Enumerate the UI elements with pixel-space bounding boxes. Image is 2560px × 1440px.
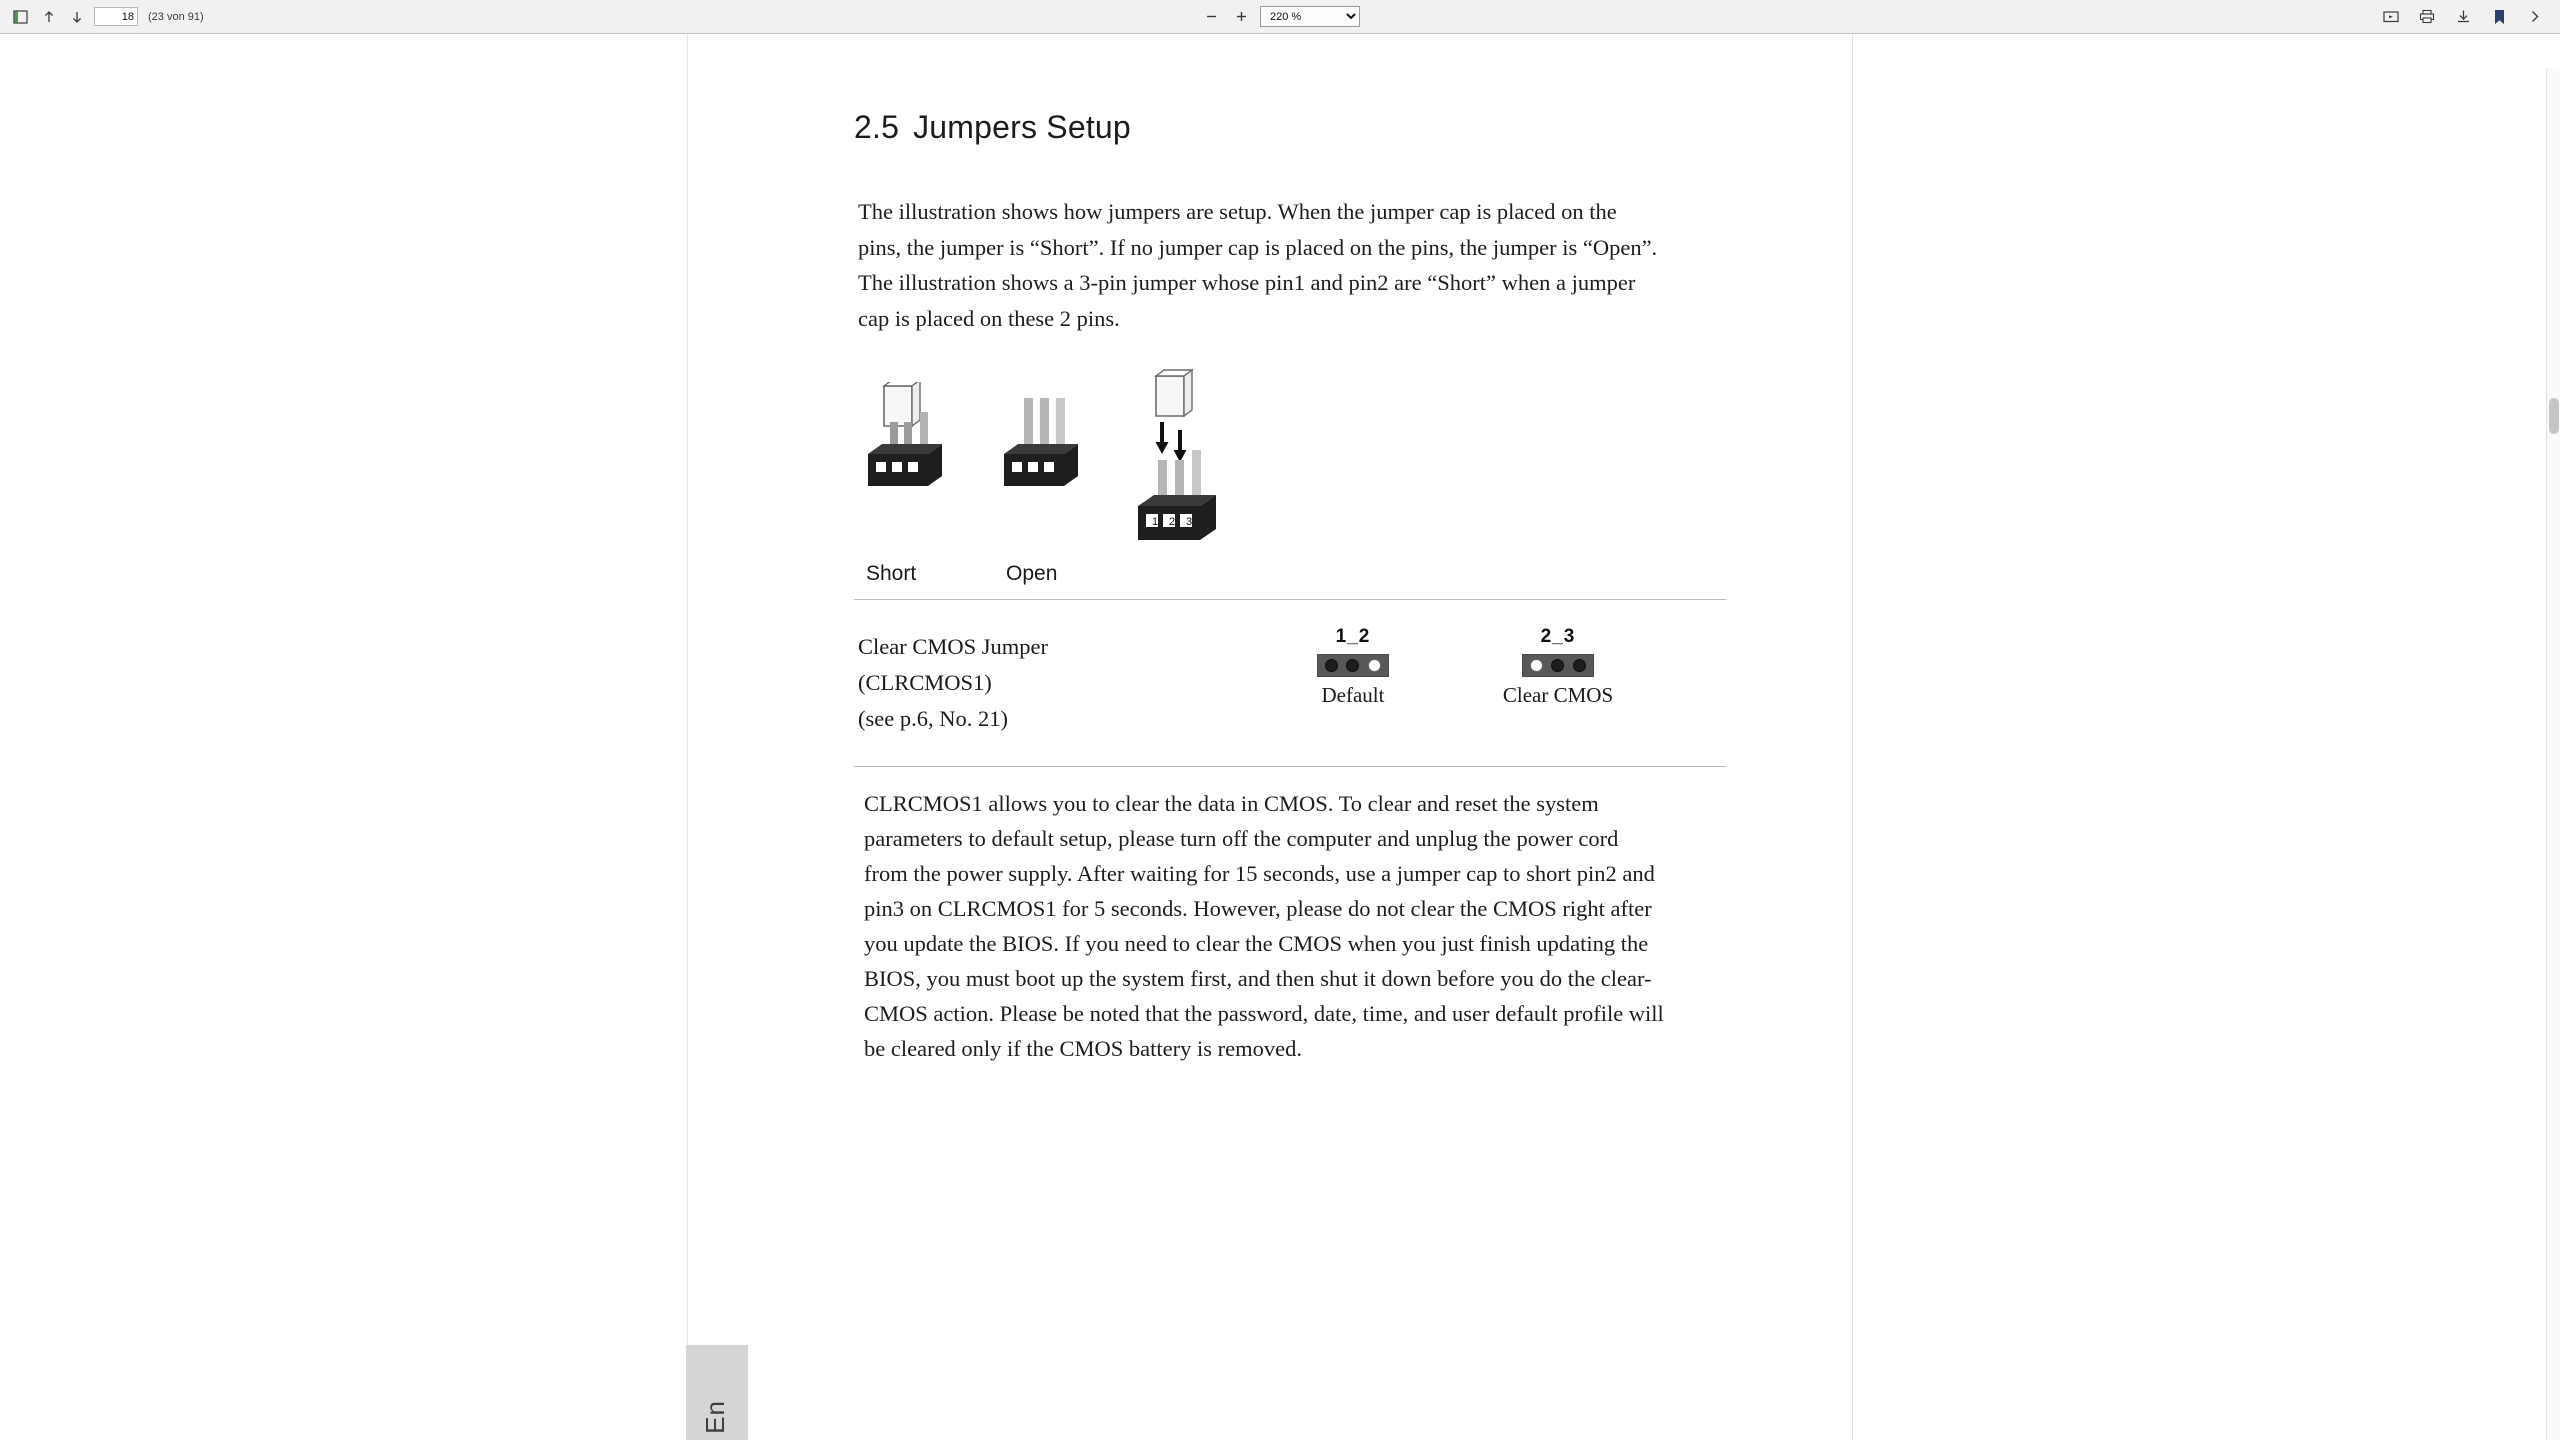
- short-jumper-graphic: [854, 382, 984, 562]
- bookmark-icon[interactable]: [2488, 6, 2510, 28]
- open-label: Open: [1006, 562, 1058, 585]
- pdf-toolbar: [0, 0, 2560, 34]
- more-tools-icon[interactable]: [2524, 6, 2546, 28]
- page-number-input[interactable]: [94, 7, 138, 26]
- section-number: 2.5: [854, 109, 900, 145]
- pin-dot-filled: [1551, 659, 1564, 672]
- jumper-state-clear-cmos: [1478, 626, 1638, 708]
- zoom-in-icon[interactable]: [1230, 6, 1252, 28]
- sidebar-toggle-icon[interactable]: [10, 6, 32, 28]
- three-pin-jumper-graphic: [1126, 364, 1306, 574]
- jumper-name-block: [858, 629, 1278, 737]
- toolbar-center-group: [708, 6, 1852, 28]
- zoom-level-select[interactable]: [1260, 6, 1360, 27]
- pin-dot-open: [1368, 659, 1381, 672]
- toolbar-left-group: [8, 6, 708, 28]
- svg-text:2: 2: [1169, 516, 1176, 528]
- pdf-viewer-area[interactable]: [0, 34, 2560, 1440]
- side-tab-label: En: [700, 1400, 730, 1434]
- pin-dot-filled: [1346, 659, 1359, 672]
- scrollbar-thumb[interactable]: [2549, 398, 2559, 434]
- pin-dot-filled: [1325, 659, 1338, 672]
- row-divider-top: [854, 599, 1726, 600]
- jumper-state-default: [1288, 626, 1418, 708]
- jumper-illustration: [848, 364, 1668, 594]
- pin-dot-open: [1530, 659, 1543, 672]
- state-caption-default: Default: [1321, 683, 1385, 707]
- pin-row-clear-cmos: [1522, 654, 1594, 677]
- body-paragraph: CLRCMOS1 allows you to clear the data in CMOS. To clear and reset the system parameters to default setup, please turn off the computer and unplug the power cord from the power supply. After waiting for 15 seconds, use a jumper cap to short pin2 and pin3 on CLRCMOS1 for 5 seconds. However, please do not clear the CMOS right after you update the BIOS. If you need to clear the CMOS when you just finish updating the BIOS, you must boot up the system first, and then shut it down before you do the clear-CMOS action. Please be noted that the password, date, time, and user default profile will be cleared only if the CMOS battery is removed.: [864, 791, 1664, 1061]
- pins-label-2-3: 2_3: [1540, 626, 1576, 647]
- jumper-name-line2: (CLRCMOS1): [858, 670, 992, 695]
- svg-text:3: 3: [1186, 516, 1193, 528]
- language-side-tab: [686, 1345, 748, 1440]
- print-icon[interactable]: [2416, 6, 2438, 28]
- pin-row-default: [1317, 654, 1389, 677]
- section-title: Jumpers Setup: [913, 109, 1131, 145]
- section-heading: [854, 109, 1131, 146]
- jumper-name-line1: Clear CMOS Jumper: [858, 634, 1048, 659]
- page-total-label: (23 von 91): [148, 10, 204, 23]
- row-divider-bottom: [854, 766, 1726, 767]
- save-icon[interactable]: [2452, 6, 2474, 28]
- open-jumper-graphic: [990, 382, 1120, 562]
- svg-text:1: 1: [1152, 516, 1159, 528]
- presentation-mode-icon[interactable]: [2380, 6, 2402, 28]
- short-label: Short: [866, 562, 917, 585]
- toolbar-right-group: [1852, 6, 2552, 28]
- zoom-out-icon[interactable]: [1200, 6, 1222, 28]
- intro-paragraph: The illustration shows how jumpers are setup. When the jumper cap is placed on the pins, the jumper is “Short”. If no jumper cap is placed on the pins, the jumper is “Open”. The illustration shows a 3-pin jumper whose pin1 and pin2 are “Short” when a jumper cap is placed on these 2 pins.: [858, 199, 1658, 331]
- pin-dot-filled: [1573, 659, 1586, 672]
- vertical-scrollbar[interactable]: [2546, 68, 2560, 1440]
- jumper-name-line3: (see p.6, No. 21): [858, 706, 1008, 731]
- pdf-page: [688, 34, 1852, 1440]
- state-caption-clear-cmos: Clear CMOS: [1502, 683, 1614, 707]
- next-page-icon[interactable]: [66, 6, 88, 28]
- previous-page-icon[interactable]: [38, 6, 60, 28]
- pins-label-1-2: 1_2: [1335, 626, 1371, 647]
